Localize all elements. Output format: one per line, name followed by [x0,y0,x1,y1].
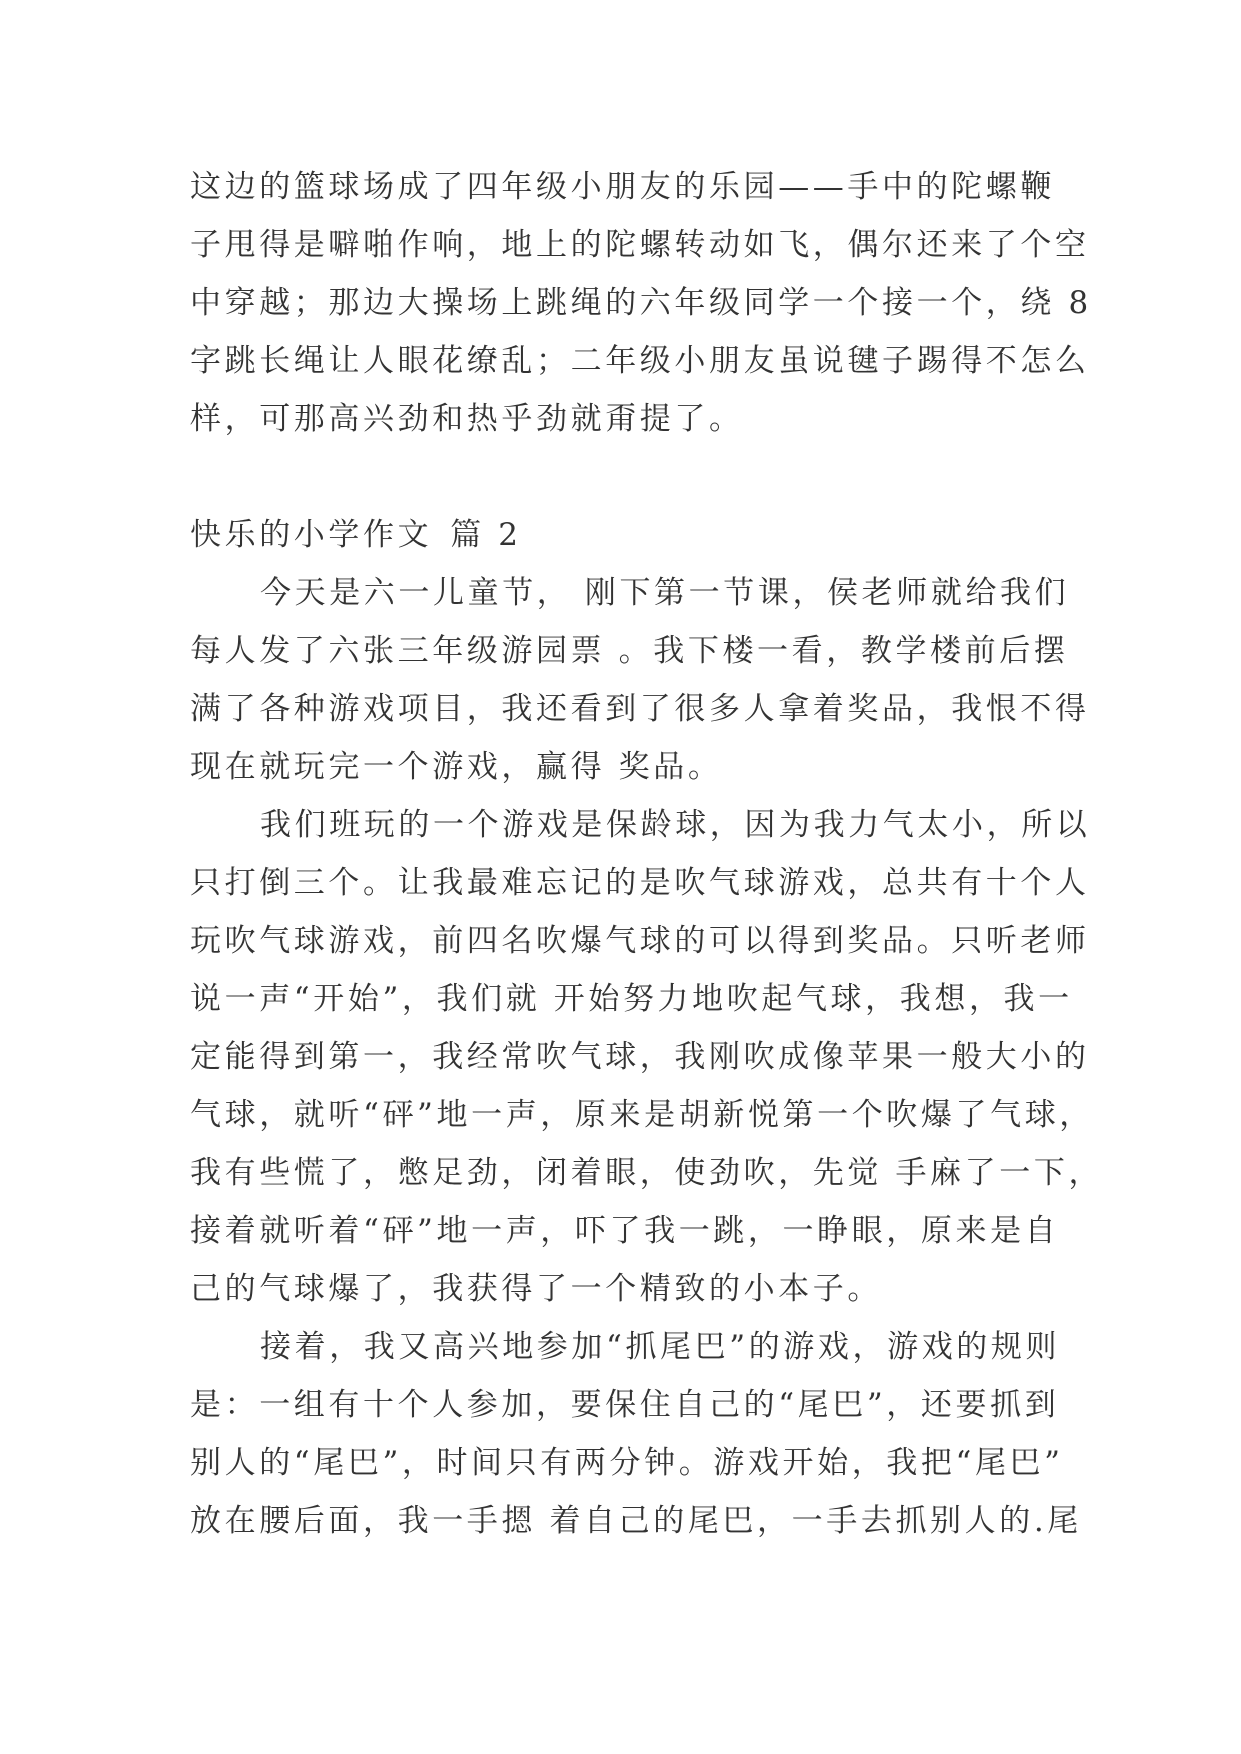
text-line: 气球，就听“砰”地一声，原来是胡新悦第一个吹爆了气球， [190,1097,1094,1133]
paragraph-3 [190,1318,1082,1550]
text-line: 中穿越；那边大操场上跳绳的六年级同学一个接一个，绕 8 [190,285,1092,321]
text-line: 我们班玩的一个游戏是保龄球，因为我力气太小，所以 [260,807,1091,843]
document-body [190,158,1104,1550]
text-line: 满了各种游戏项目，我还看到了很多人拿着奖品，我恨不得 [190,691,1090,727]
text-line: 别人的“尾巴”，时间只有两分钟。游戏开始，我把“尾巴” [190,1445,1064,1481]
text-line: 接着，我又高兴地参加“抓尾巴”的游戏，游戏的规则 [260,1329,1061,1365]
section-number: 篇 2 [450,517,522,553]
text-line: 子甩得是噼啪作响，地上的陀螺转动如飞，偶尔还来了个空 [190,227,1090,263]
text-line: 是：一组有十个人参加，要保住自己的“尾巴”，还要抓到 [190,1387,1060,1423]
text-line: 每人发了六张三年级游园票 。我下楼一看，教学楼前后摆 [190,633,1069,669]
text-line: 这边的篮球场成了四年级小朋友的乐园——手中的陀螺鞭 [190,169,1055,205]
text-line: 我有些慌了，憋足劲，闭着眼，使劲吹，先觉 手麻了一下， [190,1155,1104,1191]
text-line: 定能得到第一，我经常吹气球，我刚吹成像苹果一般大小的 [190,1039,1090,1075]
text-line: 放在腰后面，我一手摁 着自己的尾巴，一手去抓别人的.尾 [190,1503,1082,1539]
text-line: 现在就玩完一个游戏，赢得 奖品。 [190,749,723,785]
text-line: 接着就听着“砰”地一声，吓了我一跳，一睁眼，原来是自 [190,1213,1060,1249]
paragraph-spacer [190,448,1070,506]
text-line: 只打倒三个。让我最难忘记的是吹气球游戏，总共有十个人 [190,865,1090,901]
text-line: 字跳长绳让人眼花缭乱；二年级小朋友虽说毽子踢得不怎么 [190,343,1090,379]
text-line: 今天是六一儿童节， 刚下第一节课，侯老师就给我们 [260,575,1070,611]
text-line: 玩吹气球游戏，前四名吹爆气球的可以得到奖品。只听老师 [190,923,1090,959]
paragraph-1 [190,564,1090,796]
text-line: 样，可那高兴劲和热乎劲就甭提了。 [190,401,744,437]
paragraph-2 [190,796,1104,1318]
section-title: 快乐的小学作文 [190,517,433,553]
text-line: 己的气球爆了，我获得了一个精致的小本子。 [190,1271,882,1307]
text-line: 说一声“开始”，我们就 开始努力地吹起气球，我想，我一 [190,981,1073,1017]
section-heading [190,506,1070,564]
intro-paragraph [190,158,1092,448]
